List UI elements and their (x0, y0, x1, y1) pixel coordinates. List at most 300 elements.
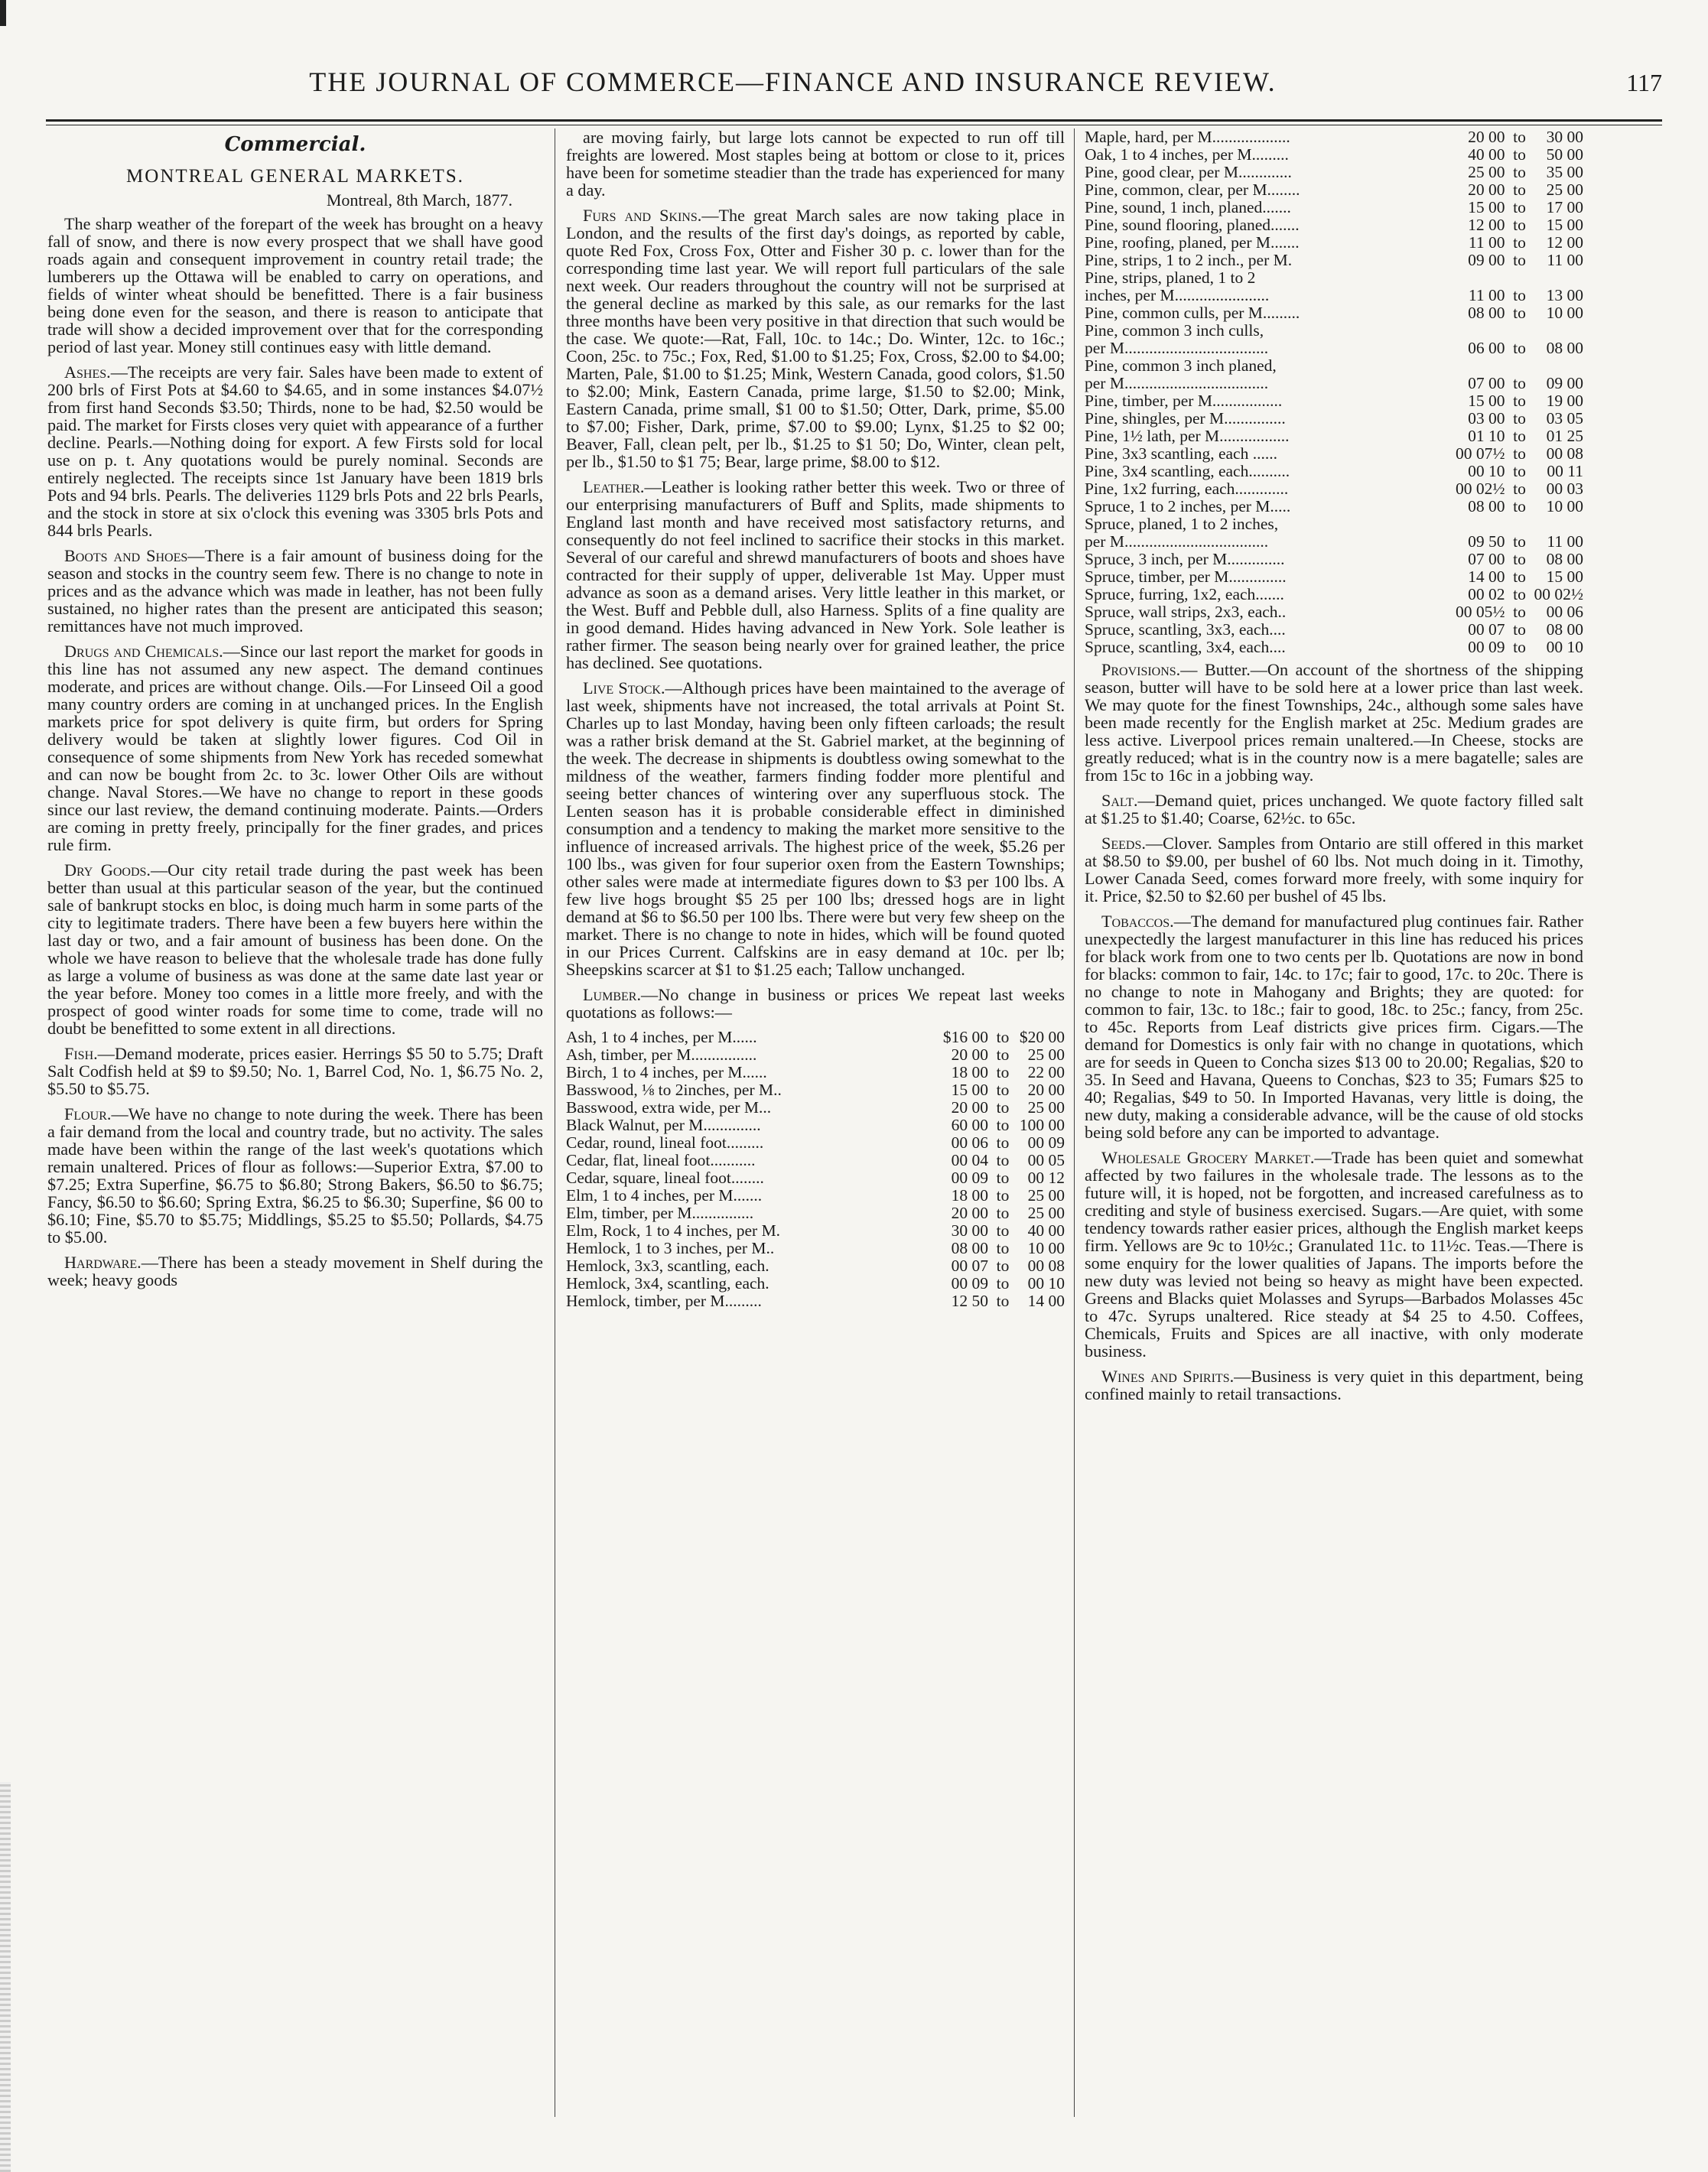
article-dateline: Montreal, 8th March, 1877. (326, 190, 512, 210)
price-item: Elm, 1 to 4 inches, per M....... (566, 1187, 763, 1205)
price-row (1085, 480, 1583, 498)
price-item: Pine, 1½ lath, per M................. (1085, 428, 1290, 445)
price-to: 08 00 (1546, 620, 1583, 639)
price-to: 01 25 (1546, 427, 1583, 445)
price-to-word: to (1513, 585, 1526, 603)
price-row (566, 1099, 1065, 1117)
market-paragraph (47, 642, 543, 854)
price-row (1085, 515, 1583, 533)
price-to: 12 00 (1546, 233, 1583, 252)
market-paragraph (566, 478, 1065, 671)
price-to: 25 00 (1027, 1186, 1065, 1205)
price-from: 09 50 (1468, 532, 1505, 551)
price-row (566, 1205, 1065, 1222)
price-row (1085, 498, 1583, 515)
price-to-word: to (1513, 251, 1526, 269)
price-row (1085, 639, 1583, 656)
price-to-word: to (1513, 304, 1526, 322)
market-paragraph (47, 1105, 543, 1246)
paragraph-lead: Fish. (64, 1044, 98, 1063)
price-item: Cedar, flat, lineal foot........... (566, 1152, 756, 1169)
paragraph-lead: Ashes. (64, 363, 111, 382)
price-item: Birch, 1 to 4 inches, per M...... (566, 1064, 767, 1081)
price-from: 40 00 (1468, 145, 1505, 164)
price-to-word: to (1513, 339, 1526, 357)
price-to-word: to (996, 1169, 1010, 1187)
paragraph-lead: Furs and Skins. (583, 206, 702, 225)
price-from: 00 02 (1468, 585, 1505, 603)
price-to: 10 00 (1027, 1239, 1065, 1257)
price-row (1085, 551, 1583, 568)
column-3 (1085, 128, 1583, 2117)
price-from: 07 00 (1468, 374, 1505, 392)
price-from: 20 00 (1468, 180, 1505, 199)
paragraph-text: —The great March sales are now taking place in London, and the results of the first day's doings, as reported by cable, quote Red Fox, Cross Fox, Otter and Fisher 30 p. c. lower than for the corresponding time last year. We will report full particulars of the sale next week. Our readers throughout the country will not be surprised at the general decline as marked by this sale, as our remarks for the last three months have been very positive in that direction that such would be the case. We quote:—Rat, Fall, 10c. to 14c.; Do. Winter, 12c. to 16c.; Coon, 25c. to 75c.; Fox, Red, $1.00 to $1.25; Fox, Cross, $2.00 to $4.00; Marten, Pale, $1.00 to $1.25; Mink, Western Canada, good colors, $1.50 to $2.00; Mink, Eastern Canada, prime large, $1.50 to $2.00; Mink, Eastern Canada, prime small, $1 00 to $1.50; Otter, Dark, prime, $5.00 to $7.00; Fisher, Dark, prime, $7.00 to $9.00; Lynx, $1.25 to $2 00; Beaver, Fall, clean pelt, per lb., $1.25 to $1 50; Do, Winter, clean pelt, per lb., $1.50 to $1 75; Bear, large prime, $8.00 to $12. (566, 206, 1065, 471)
price-row (566, 1081, 1065, 1099)
price-to: 50 00 (1546, 145, 1583, 164)
price-from: 00 09 (951, 1274, 988, 1292)
market-paragraph (1085, 792, 1583, 827)
price-to (1534, 357, 1584, 375)
price-to-word: to (996, 1186, 1010, 1205)
price-to-word: to (1513, 216, 1526, 234)
market-paragraph (47, 363, 543, 539)
market-paragraph (566, 206, 1065, 470)
market-paragraph (47, 1045, 543, 1097)
price-from: 14 00 (1468, 567, 1505, 586)
price-to-word (1505, 515, 1534, 533)
price-item: Pine, 1x2 furring, each............. (1085, 480, 1289, 498)
price-to: 08 00 (1546, 339, 1583, 357)
price-row (1085, 586, 1583, 603)
price-to-word: to (1513, 427, 1526, 445)
price-item: Spruce, wall strips, 2x3, each.. (1085, 603, 1287, 621)
price-from: 20 00 (1468, 128, 1505, 146)
price-from: 15 00 (1468, 198, 1505, 216)
price-to-word (1505, 269, 1534, 287)
price-item: Pine, good clear, per M............. (1085, 164, 1292, 181)
price-row (566, 1029, 1065, 1046)
price-item: Pine, common 3 inch culls, (1085, 322, 1264, 340)
price-to-word: to (996, 1133, 1010, 1152)
market-paragraph (47, 547, 543, 635)
price-to-word: to (1513, 145, 1526, 164)
price-to-word: to (996, 1098, 1010, 1117)
price-row (1085, 252, 1583, 269)
price-to-word: to (1513, 638, 1526, 656)
market-paragraph (566, 986, 1065, 1021)
price-row (566, 1257, 1065, 1275)
price-to-word: to (1513, 550, 1526, 568)
price-row (1085, 269, 1583, 287)
price-row (566, 1275, 1065, 1292)
column-3-body (1085, 661, 1583, 1403)
price-to-word: to (996, 1151, 1010, 1169)
price-from: 20 00 (951, 1098, 988, 1117)
price-to-word: to (996, 1257, 1010, 1275)
price-item: Basswood, ⅛ to 2inches, per M.. (566, 1081, 782, 1099)
page-header (46, 66, 1662, 127)
paragraph-text: —We have no change to note during the week. There has been a fair demand from the local and country trade, but no activity. The sales made have been within the range of the last week's quotations which remain unaltered. Prices of flour as follows:—Superior Extra, $7.00 to $7.25; Extra Superfine, $6.75 to $6.80; Strong Bakers, $6.50 to $6.75; Fancy, $6.50 to $6.60; Spring Extra, $6.25 to $6.30; Superfine, $6 00 to $6.10; Fine, $5.70 to $5.75; Middlings, $5.25 to $5.50; Pollards, $4.75 to $5.00. (47, 1104, 543, 1247)
market-paragraph (566, 128, 1065, 199)
price-to (1534, 322, 1584, 340)
price-row (566, 1187, 1065, 1205)
price-from: 01 10 (1468, 427, 1505, 445)
paragraph-text: —Leather is looking rather better this week. Two or three of our enterprising manufacturers of Buff and Splits, made shipments to England last month and have received most satisfactory returns, and consequently do not feel inclined to sacrifice their stocks in this market. Several of our careful and shrewd manufacturers of boots and shoes have contracted for their supply of upper, deliverable 1st May. Upper must advance as soon as a demand arises. Very little leather in this market, or the West. Buff and Pebble dull, also Harness. Splits of a fine quality are in good demand. Hides having advanced in New York. Sole leather is rather firmer. The season being nearly over for grained leather, the price has declined. See quotations. (566, 477, 1065, 672)
price-to: 00 12 (1027, 1169, 1065, 1187)
price-item: Ash, 1 to 4 inches, per M...... (566, 1029, 757, 1046)
price-to-word: to (996, 1274, 1010, 1292)
price-item: Pine, strips, 1 to 2 inch., per M. (1085, 252, 1293, 269)
lumber-price-table-b (1085, 128, 1583, 656)
price-row (1085, 146, 1583, 164)
price-row (1085, 463, 1583, 480)
price-from: 60 00 (951, 1116, 988, 1134)
price-to: 25 00 (1027, 1098, 1065, 1117)
price-item: per M................................... (1085, 533, 1269, 551)
price-row (566, 1117, 1065, 1134)
market-paragraph (47, 215, 543, 356)
price-from: 09 00 (1468, 251, 1505, 269)
column-1 (47, 128, 543, 2117)
paragraph-text: —Clover. Samples from Ontario are still offered in this market at $8.50 to $9.00, per bushel of 60 lbs. Not much doing in it. Timothy, Lower Canada Seed, comes forward more freely, with some inquiry for it. Price, $2.50 to $2.60 per bushel of 45 lbs. (1085, 834, 1583, 906)
price-item: Spruce, furring, 1x2, each....... (1085, 586, 1284, 603)
price-from (1456, 269, 1505, 287)
price-item: Pine, 3x4 scantling, each.......... (1085, 463, 1290, 480)
paragraph-text: — Butter.—On account of the shortness of the shipping season, butter will have to be sold here at a lower price than last week. We may quote for the finest Townships, 24c., although some sales have been made recently for the English market at 25c. Medium grades are less active. Liverpool prices remain unaltered.—In Cheese, stocks are greatly reduced; what is in the country now is a mere bagatelle; sales are from 15c to 16c in a jobbing way. (1085, 660, 1583, 785)
market-paragraph (1085, 661, 1583, 784)
price-row (566, 1169, 1065, 1187)
price-row (1085, 322, 1583, 340)
price-to-word: to (1513, 620, 1526, 639)
price-row (1085, 128, 1583, 146)
paragraph-text: —Although prices have been maintained to the average of last week, shipments have not increased, the total arrivals at Point St. Charles up to last Monday, having been only fifteen carloads; the result was a rather brisk demand at the St. Gabriel market, at the beginning of the week. The decrease in shipments is doubtless owing somewhat to the mildness of the weather, farmers finding fodder more plentiful and seeing better chances of wintering over any superfluous stock. The Lenten season has it is probable considerable effect in diminished consumption and a tendency to making the market more sensitive to the influence of increased arrivals. The highest price of the week, $5.26 per 100 lbs., was given for four superior oxen from the Eastern Townships; other sales were made at intermediate figures down to $3 per 100 lbs. A few live hogs brought $5 25 per 100 lbs; dressed hogs are in light demand at $6 to $6.50 per 100 lbs. There were but very few sheep on the market. There is no change to note in hides, which will be found quoted in our Prices Current. Calfskins are in easy demand at 10c. per lb; Sheepskins scarcer at $1 to $1.25 each; Tallow unchanged. (566, 678, 1065, 979)
price-item: Hemlock, 1 to 3 inches, per M.. (566, 1240, 775, 1257)
price-item: Spruce, 1 to 2 inches, per M..... (1085, 498, 1291, 515)
price-to: 25 00 (1027, 1204, 1065, 1222)
paragraph-lead: Hardware. (64, 1253, 142, 1272)
price-from: 30 00 (951, 1221, 988, 1240)
price-to-word: to (1513, 462, 1526, 480)
price-row (1085, 357, 1583, 375)
scan-artifact-mark (0, 0, 6, 26)
price-to: 10 00 (1546, 304, 1583, 322)
paragraph-text: —Demand quiet, prices unchanged. We quote factory filled salt at $1.25 to $1.40; Coarse, 62½c. to 65c. (1085, 791, 1583, 828)
price-from: 07 00 (1468, 550, 1505, 568)
price-to: 15 00 (1546, 567, 1583, 586)
header-rule (46, 119, 1662, 122)
price-to: 13 00 (1546, 286, 1583, 304)
price-to: 00 02½ (1534, 585, 1583, 603)
price-row (566, 1292, 1065, 1310)
price-row (1085, 287, 1583, 304)
section-heading: Commercial. (224, 133, 366, 156)
price-from (1456, 322, 1505, 340)
price-from: 00 09 (951, 1169, 988, 1187)
price-from: 00 06 (951, 1133, 988, 1152)
price-to: 09 00 (1546, 374, 1583, 392)
price-to: 25 00 (1546, 180, 1583, 199)
price-item: Pine, common, clear, per M........ (1085, 181, 1300, 199)
market-paragraph (1085, 912, 1583, 1141)
price-item: Cedar, square, lineal foot........ (566, 1169, 764, 1187)
price-to: 00 05 (1027, 1151, 1065, 1169)
price-row (1085, 199, 1583, 216)
paragraph-lead: Wines and Spirits. (1101, 1367, 1235, 1386)
paragraph-lead: Wholesale Grocery Market. (1101, 1148, 1315, 1167)
price-item: Basswood, extra wide, per M... (566, 1099, 772, 1117)
price-from: 12 50 (951, 1292, 988, 1310)
price-item: Maple, hard, per M................... (1085, 128, 1290, 146)
price-to-word: to (1513, 128, 1526, 146)
price-from: 00 10 (1468, 462, 1505, 480)
price-from: 18 00 (951, 1063, 988, 1081)
price-from: 11 00 (1468, 233, 1505, 252)
price-row (566, 1152, 1065, 1169)
paragraph-text: —There is a fair amount of business doing for the season and stocks in the country seem few. There is no change to note in prices and as the advance which was made in leather, has not been fully sustained, no higher rates than the present are anticipated this season; remittances have not much improved. (47, 546, 543, 636)
paragraph-lead: Tobaccos. (1101, 912, 1174, 931)
price-to-word: to (996, 1028, 1010, 1046)
price-item: Spruce, 3 inch, per M.............. (1085, 551, 1285, 568)
price-to: 11 00 (1547, 251, 1583, 269)
market-paragraph (47, 1253, 543, 1289)
price-from (1456, 515, 1505, 533)
paragraph-lead: Drugs and Chemicals. (64, 642, 223, 661)
price-to: 03 05 (1546, 409, 1583, 428)
price-to-word: to (1513, 233, 1526, 252)
paragraph-text: are moving fairly, but large lots cannot be expected to run off till freights are lowered. Most staples being at bottom or close to it, prices have been for sometime steadier than the trade has experienced for many a day. (566, 128, 1065, 200)
price-item: Pine, common culls, per M......... (1085, 304, 1300, 322)
price-from: 00 07½ (1456, 444, 1505, 463)
price-from: 20 00 (951, 1204, 988, 1222)
price-from: 06 00 (1468, 339, 1505, 357)
price-row (1085, 621, 1583, 639)
price-from: 00 02½ (1456, 480, 1505, 498)
price-item: per M................................... (1085, 375, 1269, 392)
price-to: 14 00 (1027, 1292, 1065, 1310)
price-from: 08 00 (951, 1239, 988, 1257)
price-item: Ash, timber, per M................ (566, 1046, 757, 1064)
price-item: inches, per M....................... (1085, 287, 1270, 304)
price-to-word: to (996, 1292, 1010, 1310)
paragraph-text: —Business is very quiet in this department, being confined mainly to retail transactions. (1085, 1367, 1583, 1403)
price-to-word: to (1513, 409, 1526, 428)
price-row (566, 1240, 1065, 1257)
market-paragraph (47, 861, 543, 1037)
price-item: Spruce, timber, per M.............. (1085, 568, 1287, 586)
paragraph-lead: Boots and Shoes (64, 546, 188, 565)
price-to: 22 00 (1027, 1063, 1065, 1081)
price-row (1085, 603, 1583, 621)
price-row (1085, 164, 1583, 181)
column-2-body (566, 128, 1065, 1021)
price-item: Spruce, planed, 1 to 2 inches, (1085, 515, 1279, 533)
price-from: 15 00 (1468, 392, 1505, 410)
price-item: Hemlock, 3x3, scantling, each. (566, 1257, 769, 1275)
price-item: Pine, roofing, planed, per M....... (1085, 234, 1300, 252)
price-row (566, 1046, 1065, 1064)
price-from: 03 00 (1468, 409, 1505, 428)
price-item: Elm, timber, per M............... (566, 1205, 754, 1222)
price-item: Hemlock, 3x4, scantling, each. (566, 1275, 769, 1292)
price-to-word: to (1513, 567, 1526, 586)
price-from: 20 00 (951, 1045, 988, 1064)
price-to-word: to (1513, 392, 1526, 410)
price-item: Pine, sound, 1 inch, planed....... (1085, 199, 1291, 216)
paragraph-lead: Dry Goods. (64, 860, 151, 880)
price-row (1085, 445, 1583, 463)
paragraph-text: —The receipts are very fair. Sales have been made to extent of 200 brls of First Pots at $4.60 to $4.65, and in some instances $4.07½ from first hand Seconds $3.50; Thirds, none to be had, $2.50 would be paid. The market for Firsts closes very quiet with appearance of a further decline. Pearls.—Nothing doing for export. A few Firsts sold for local use on p. t. Any quotations would be purely nominal. Seconds are entirely neglected. The receipts since 1st January have been 1819 brls Pots and 94 brls. Pearls. The deliveries 1129 brls Pots and 22 brls Pearls, and the stock in store at six o'clock this evening was 3305 brls Pots and 844 brls Pearls. (47, 363, 543, 540)
price-to (1534, 269, 1584, 287)
price-item: Hemlock, timber, per M......... (566, 1292, 762, 1310)
price-to-word: to (996, 1081, 1010, 1099)
price-to-word: to (996, 1221, 1010, 1240)
price-to: $20 00 (1019, 1028, 1065, 1046)
price-to: 20 00 (1027, 1081, 1065, 1099)
price-item: Spruce, scantling, 3x4, each.... (1085, 639, 1286, 656)
price-row (1085, 428, 1583, 445)
price-item: Pine, shingles, per M............... (1085, 410, 1286, 428)
price-to-word: to (996, 1204, 1010, 1222)
price-to: 17 00 (1546, 198, 1583, 216)
market-paragraph (1085, 1367, 1583, 1403)
price-to: 00 11 (1547, 462, 1583, 480)
price-to: 15 00 (1546, 216, 1583, 234)
price-row (1085, 181, 1583, 199)
price-to-word: to (1513, 480, 1526, 498)
price-to-word: to (996, 1116, 1010, 1134)
paragraph-text: —No change in business or prices We repeat last weeks quotations as follows:— (566, 985, 1065, 1022)
price-to: 00 03 (1546, 480, 1583, 498)
price-item: Oak, 1 to 4 inches, per M......... (1085, 146, 1289, 164)
price-to-word: to (1513, 374, 1526, 392)
paragraph-lead: Live Stock. (583, 678, 665, 697)
price-to: 00 09 (1027, 1133, 1065, 1152)
price-from (1456, 357, 1505, 375)
price-row (1085, 304, 1583, 322)
price-to-word: to (1513, 286, 1526, 304)
page-number: 117 (1626, 69, 1662, 96)
paragraph-lead: Flour. (64, 1104, 112, 1123)
price-to: 00 06 (1546, 603, 1583, 621)
paragraph-text: —Demand moderate, prices easier. Herrings $5 50 to 5.75; Draft Salt Codfish held at $9 to $9.50; No. 1, Barrel Cod, No. 1, $6.75 No. 2, $5.50 to $5.75. (47, 1044, 543, 1098)
price-row (566, 1222, 1065, 1240)
price-to: 25 00 (1027, 1045, 1065, 1064)
paragraph-text: —The demand for manufactured plug continues fair. Rather unexpectedly the largest manufacturer in this line has reduced his prices for black work from one to two cents per lb. Quotations are now in bond for blacks: common to fair, 14c. to 17c; fair to good, 17c. to 20c. There is no change to note in Mahogany and Brights; they are quoted: for common to fair, 13c. to 18c.; fair to good, 18c. to 25c.; fancy, from 25c. to 45c. Reports from Leaf districts give prices firm. Cigars.—The demand for Domestics is only fair with no change in quotations, which are for seeds in Queen to Concha sizes $13 00 to 20.00; Regalias, $20 to 35. In Seed and Havana, Queens to Conchas, $23 to 35; Fumars $25 to 40; Regalias, $49 to 50. In Imported Havanas, very little is doing, the new duty, making a considerable advance, will be the cause of old stocks being sold before any can be imported to advantage. (1085, 912, 1583, 1142)
price-to-word: to (1513, 163, 1526, 181)
price-to-word (1505, 357, 1534, 375)
price-to-word: to (1513, 603, 1526, 621)
price-item: Pine, 3x3 scantling, each ...... (1085, 445, 1277, 463)
price-row (1085, 340, 1583, 357)
price-to-word: to (1513, 198, 1526, 216)
price-to (1534, 515, 1584, 533)
price-row (1085, 216, 1583, 234)
paragraph-text: —Since our last report the market for goods in this line has not assumed any new aspect. The demand continues moderate, and prices are without change. Oils.—For Linseed Oil a good many country orders are coming in at unchanged prices. In the English markets price for spot delivery is quite firm, but orders for Spring delivery would be taken at slightly lower figures. Cod Oil in consequence of some shipments from New York has receded somewhat and can now be bought from 2c. to 3c. lower Other Oils are without change. Naval Stores.—We have no change to report in these goods since our last review, the demand continuing moderate. Paints.—Orders are coming in pretty freely, principally for the finer grades, and prices rule firm. (47, 642, 543, 854)
price-item: Pine, common 3 inch planed, (1085, 357, 1277, 375)
price-from: $16 00 (942, 1028, 988, 1046)
price-to: 40 00 (1027, 1221, 1065, 1240)
journal-title: THE JOURNAL OF COMMERCE—FINANCE AND INSURANCE REVIEW. (309, 67, 1277, 97)
price-to: 00 10 (1027, 1274, 1065, 1292)
price-to: 19 00 (1546, 392, 1583, 410)
article-headline: MONTREAL GENERAL MARKETS. (126, 166, 464, 187)
price-to: 100 00 (1019, 1116, 1065, 1134)
price-to: 08 00 (1546, 550, 1583, 568)
price-row (1085, 375, 1583, 392)
price-row (1085, 568, 1583, 586)
paragraph-text: —Trade has been quiet and somewhat affected by two failures in the wholesale trade. The lessons as to the future will, it is hoped, not be forgotten, and increased carefulness as to crediting and style of business exercised. Sugars.—Are quiet, with some tendency towards rather easier prices, although the English market keeps firm. Yellows are 9c to 10½c.; Granulated 11c. to 11½c. Teas.—There is some enquiry for the lower qualities of Japans. The imports before the new duty was levied not being so heavy as might have been expected. Greens and Blacks quiet Molasses and Syrups—Barbados Molasses 45c to 47c. Syrups unaltered. Rice steady at $4 25 to 4.50. Coffees, Chemicals, Fruits and Spices are all inactive, with only moderate business. (1085, 1148, 1583, 1361)
price-to: 00 08 (1546, 444, 1583, 463)
price-to: 10 00 (1546, 497, 1583, 515)
market-paragraph (1085, 1149, 1583, 1360)
price-from: 11 00 (1468, 286, 1505, 304)
price-from: 00 07 (951, 1257, 988, 1275)
price-item: Cedar, round, lineal foot......... (566, 1134, 764, 1152)
price-from: 12 00 (1468, 216, 1505, 234)
paragraph-lead: Seeds. (1101, 834, 1146, 853)
price-to-word (1505, 322, 1534, 340)
paragraph-lead: Provisions. (1101, 660, 1181, 679)
price-from: 00 09 (1468, 638, 1505, 656)
price-to-word: to (1513, 497, 1526, 515)
price-item: Spruce, scantling, 3x3, each.... (1085, 621, 1286, 639)
price-to-word: to (1513, 444, 1526, 463)
price-to: 35 00 (1546, 163, 1583, 181)
price-row (1085, 234, 1583, 252)
price-item: per M................................... (1085, 340, 1269, 357)
market-paragraph (1085, 834, 1583, 905)
paragraph-text: —There has been a steady movement in Shelf during the week; heavy goods (47, 1253, 543, 1289)
price-to: 11 00 (1547, 532, 1583, 551)
price-item: Elm, Rock, 1 to 4 inches, per M. (566, 1222, 781, 1240)
price-item: Pine, strips, planed, 1 to 2 (1085, 269, 1256, 287)
price-to: 00 08 (1027, 1257, 1065, 1275)
price-item: Pine, timber, per M................. (1085, 392, 1283, 410)
price-row (566, 1134, 1065, 1152)
price-to-word: to (996, 1239, 1010, 1257)
price-from: 15 00 (951, 1081, 988, 1099)
price-item: Black Walnut, per M.............. (566, 1117, 761, 1134)
price-to-word: to (996, 1063, 1010, 1081)
price-row (1085, 392, 1583, 410)
price-from: 08 00 (1468, 497, 1505, 515)
price-to: 00 10 (1546, 638, 1583, 656)
column-1-body (47, 215, 543, 1289)
price-from: 00 07 (1468, 620, 1505, 639)
column-2 (566, 128, 1065, 2117)
price-from: 25 00 (1468, 163, 1505, 181)
price-from: 00 05½ (1456, 603, 1505, 621)
price-to: 30 00 (1546, 128, 1583, 146)
price-to-word: to (1513, 532, 1526, 551)
paragraph-lead: Leather. (583, 477, 645, 496)
price-row (1085, 410, 1583, 428)
price-from: 18 00 (951, 1186, 988, 1205)
price-row (1085, 533, 1583, 551)
paragraph-text: —Our city retail trade during the past week has been better than usual at this particular season of the year, but the continued sale of bankrupt stocks en bloc, is doing much harm in some parts of the city to legitimate traders. There have been a few buyers here within the last day or two, and a fair amount of business has been done. On the whole we have reason to believe that the wholesale trade has done fully as large a volume of business as was done at the same date last year or the year before. Money too comes in a little more freely, and with the prospect of good winter roads for some time to come, trade will no doubt be benefitted to some extent in all directions. (47, 860, 543, 1038)
column-rule-2 (1074, 128, 1075, 2117)
lumber-price-table-a (566, 1029, 1065, 1310)
paragraph-lead: Salt. (1101, 791, 1138, 810)
market-paragraph (566, 679, 1065, 978)
price-row (566, 1064, 1065, 1081)
paragraph-text: The sharp weather of the forepart of the week has brought on a heavy fall of snow, and there is now every prospect that we shall have good roads again and consequent improvement in country retail trade; the lumberers up the Ottawa will be enabled to carry on operations, and fields of winter wheat should be benefitted. There is a fair business being done even for the season, and there is reason to anticipate that trade will show a decided improvement over that for the corresponding period of last year. Money still continues easy with little demand. (47, 214, 543, 356)
price-from: 00 04 (951, 1151, 988, 1169)
paragraph-lead: Lumber. (583, 985, 641, 1004)
price-to-word: to (996, 1045, 1010, 1064)
price-from: 08 00 (1468, 304, 1505, 322)
